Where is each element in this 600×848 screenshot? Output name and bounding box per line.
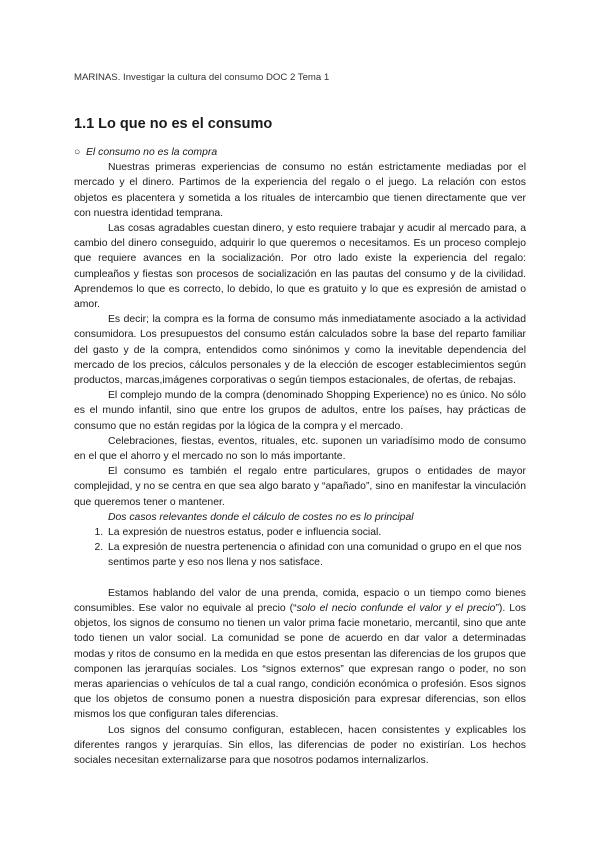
quote-text: solo el necio confunde el valor y el precio: [296, 602, 496, 614]
cases-list: [74, 525, 526, 571]
paragraph: Nuestras primeras experiencias de consumo no están estrictamente mediadas por el mercado y el dinero. Partimos de la experiencia del regalo o el juego. La relación con estos objetos es placentera y sometida a los rituales de intercambio que tienen directamente que ver con nuestra identidad temprana.: [74, 162, 526, 219]
document-header: MARINAS. Investigar la cultura del consumo DOC 2 Tema 1: [74, 72, 330, 83]
paragraph: Las cosas agradables cuestan dinero, y esto requiere trabajar y acudir al mercado para, a cambio del dinero conseguido, adquirir lo que queremos o necesitamos. Es un proceso complejo que requiere avances en la socialización. Por otro lado existe la experiencia del regalo: cumpleaños y fiestas son procesos de socialización en las pautas del consumo y de la civilidad. Aprendemos lo que es correcto, lo debido, lo que es gratuito y lo que es expresión de amistad o amor.: [74, 223, 526, 311]
subheading: [74, 145, 526, 160]
paragraph-text: ”). Los objetos, los signos de consumo no tienen un valor prima facie monetario, mercantil, sino que ante todo tienen un valor social. La comunidad se pone de acuerdo en dar valor a determinadas modas y ritos de consumo en la medida en que estos presentan las diferencias de los grupos que componen las jerarquías sociales. Los “signos externos” que expresan rango o poder, no son meras apariencias o vehículos de tal a cual rango, condición económica o profesión. Esos signos que los objetos de consumo ponen a nuestra disposición para expresar diferencias, son ellos mismos los que configuran tales diferencias.: [74, 602, 526, 721]
section-title: 1.1 Lo que no es el consumo: [74, 116, 273, 132]
paragraph: El complejo mundo de la compra (denominado Shopping Experience) no es único. No sólo es el mundo infantil, sino que entre los grupos de adultos, entre los países, hay prácticas de consumo que no están regidas por la lógica de la compra y el mercado.: [74, 390, 526, 432]
circle-bullet-icon: ○: [74, 147, 81, 158]
paragraph-text: Estamos hablando del valor de una prenda, comida, espacio o un tiempo como bienes consumibles. Ese valor no equivale al precio (“: [74, 587, 526, 614]
paragraph: El consumo es también el regalo entre particulares, grupos o entidades de mayor complejidad, y no se centra en que sea algo barato y “apañado”, sino en manifestar la vinculación que queremos tener o mantener.: [74, 466, 526, 508]
list-item: 1. La expresión de nuestros estatus, poder e influencia social.: [106, 525, 526, 540]
paragraph: Es decir; la compra es la forma de consumo más inmediatamente asociado a la actividad consumidora. Los presupuestos del consumo están calculados sobre la base del reparto familiar del gasto y de la compra, entendidos como sinónimos y como la inevitable dependencia del mercado de los precios, cálculos personales y de la elección de escoger establecimientos según productos, marcas,imágenes corporativas o según tiempos estacionales, de ofertas, de rebajas.: [74, 314, 526, 387]
list-item: 2. La expresión de nuestra pertenencia o afinidad con una comunidad o grupo en el que nos sentimos parte y eso nos llena y nos satisface.: [106, 540, 526, 570]
paragraph: Celebraciones, fiestas, eventos, rituales, etc. suponen un variadísimo modo de consumo en el que el ahorro y el mercado no son lo más importante.: [74, 435, 526, 463]
cases-heading: Dos casos relevantes donde el cálculo de costes no es lo principal: [108, 511, 414, 523]
paragraph-value: [74, 586, 526, 723]
paragraph: Los signos del consumo configuran, establecen, hacen consistentes y explicables los diferentes rangos y jerarquías. Sin ellos, las diferencias de poder no existirían. Los hechos sociales necesitan externalizarse para que nosotros podamos internalizarlos.: [74, 724, 526, 766]
body-text: [74, 145, 526, 768]
subheading-text: El consumo no es la compra: [86, 147, 218, 158]
spacer: [74, 571, 526, 586]
